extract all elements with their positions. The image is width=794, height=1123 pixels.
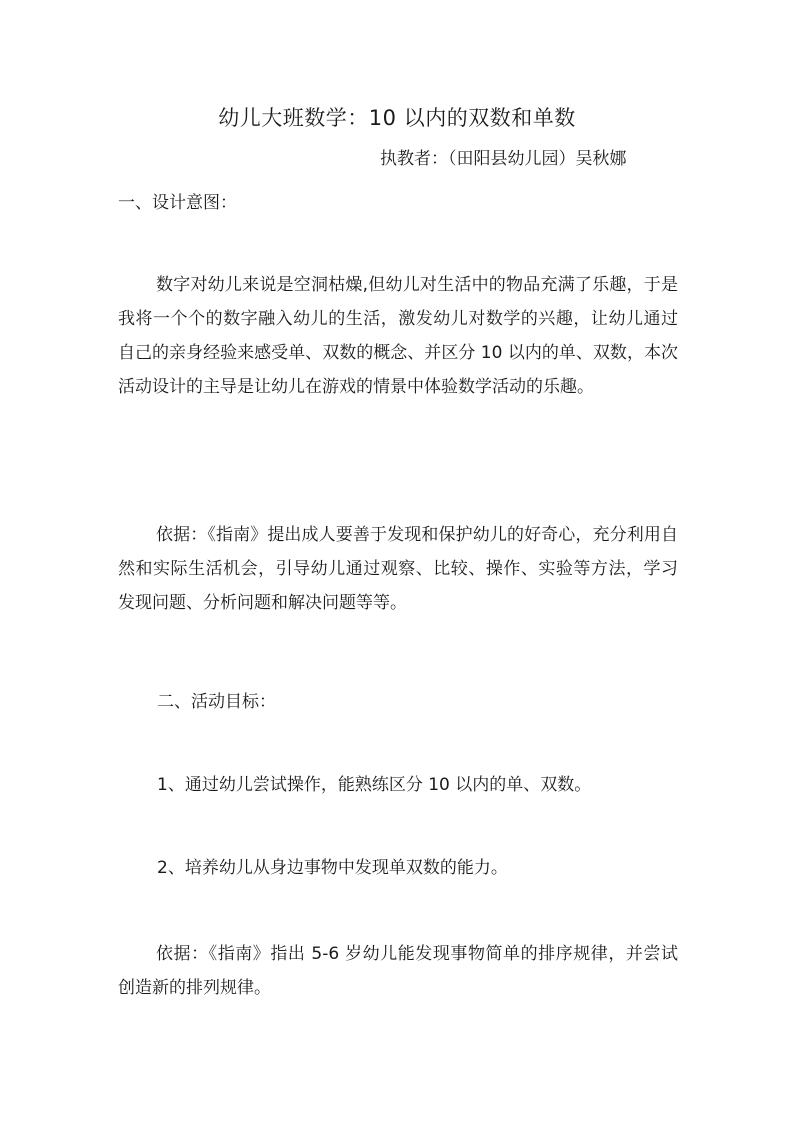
- section2-heading: 二、活动目标：: [157, 692, 276, 712]
- section1-paragraph: 数字对幼儿来说是空洞枯燥,但幼儿对生活中的物品充满了乐趣，于是我将一个个的数字融入幼儿的生活，激发幼儿对数学的兴趣，让幼儿通过自己的亲身经验来感受单、双数的概念、并区分 10 以内的单、双数，本次活动设计的主导是让幼儿在游戏的情景中体验数学活动的乐趣。: [118, 275, 678, 397]
- document-title: 幼儿大班数学：10 以内的双数和单数: [218, 106, 576, 130]
- goal2-text: 2、培养幼儿从身边事物中发现单双数的能力。: [157, 858, 508, 878]
- goal1-text: 1、通过幼儿尝试操作，能熟练区分 10 以内的单、双数。: [157, 775, 592, 795]
- basis2-paragraph: 依据：《指南》指出 5-6 岁幼儿能发现事物简单的排序规律，并尝试创造新的排列规律。: [118, 944, 678, 998]
- section1-heading: 一、设计意图：: [118, 193, 237, 213]
- document-author: 执教者：（田阳县幼儿园）吴秋娜: [380, 149, 627, 169]
- basis1-paragraph: 依据：《指南》提出成人要善于发现和保护幼儿的好奇心，充分利用自然和实际生活机会，引导幼儿通过观察、比较、操作、实验等方法，学习发现问题、分析问题和解决问题等等。: [118, 525, 678, 613]
